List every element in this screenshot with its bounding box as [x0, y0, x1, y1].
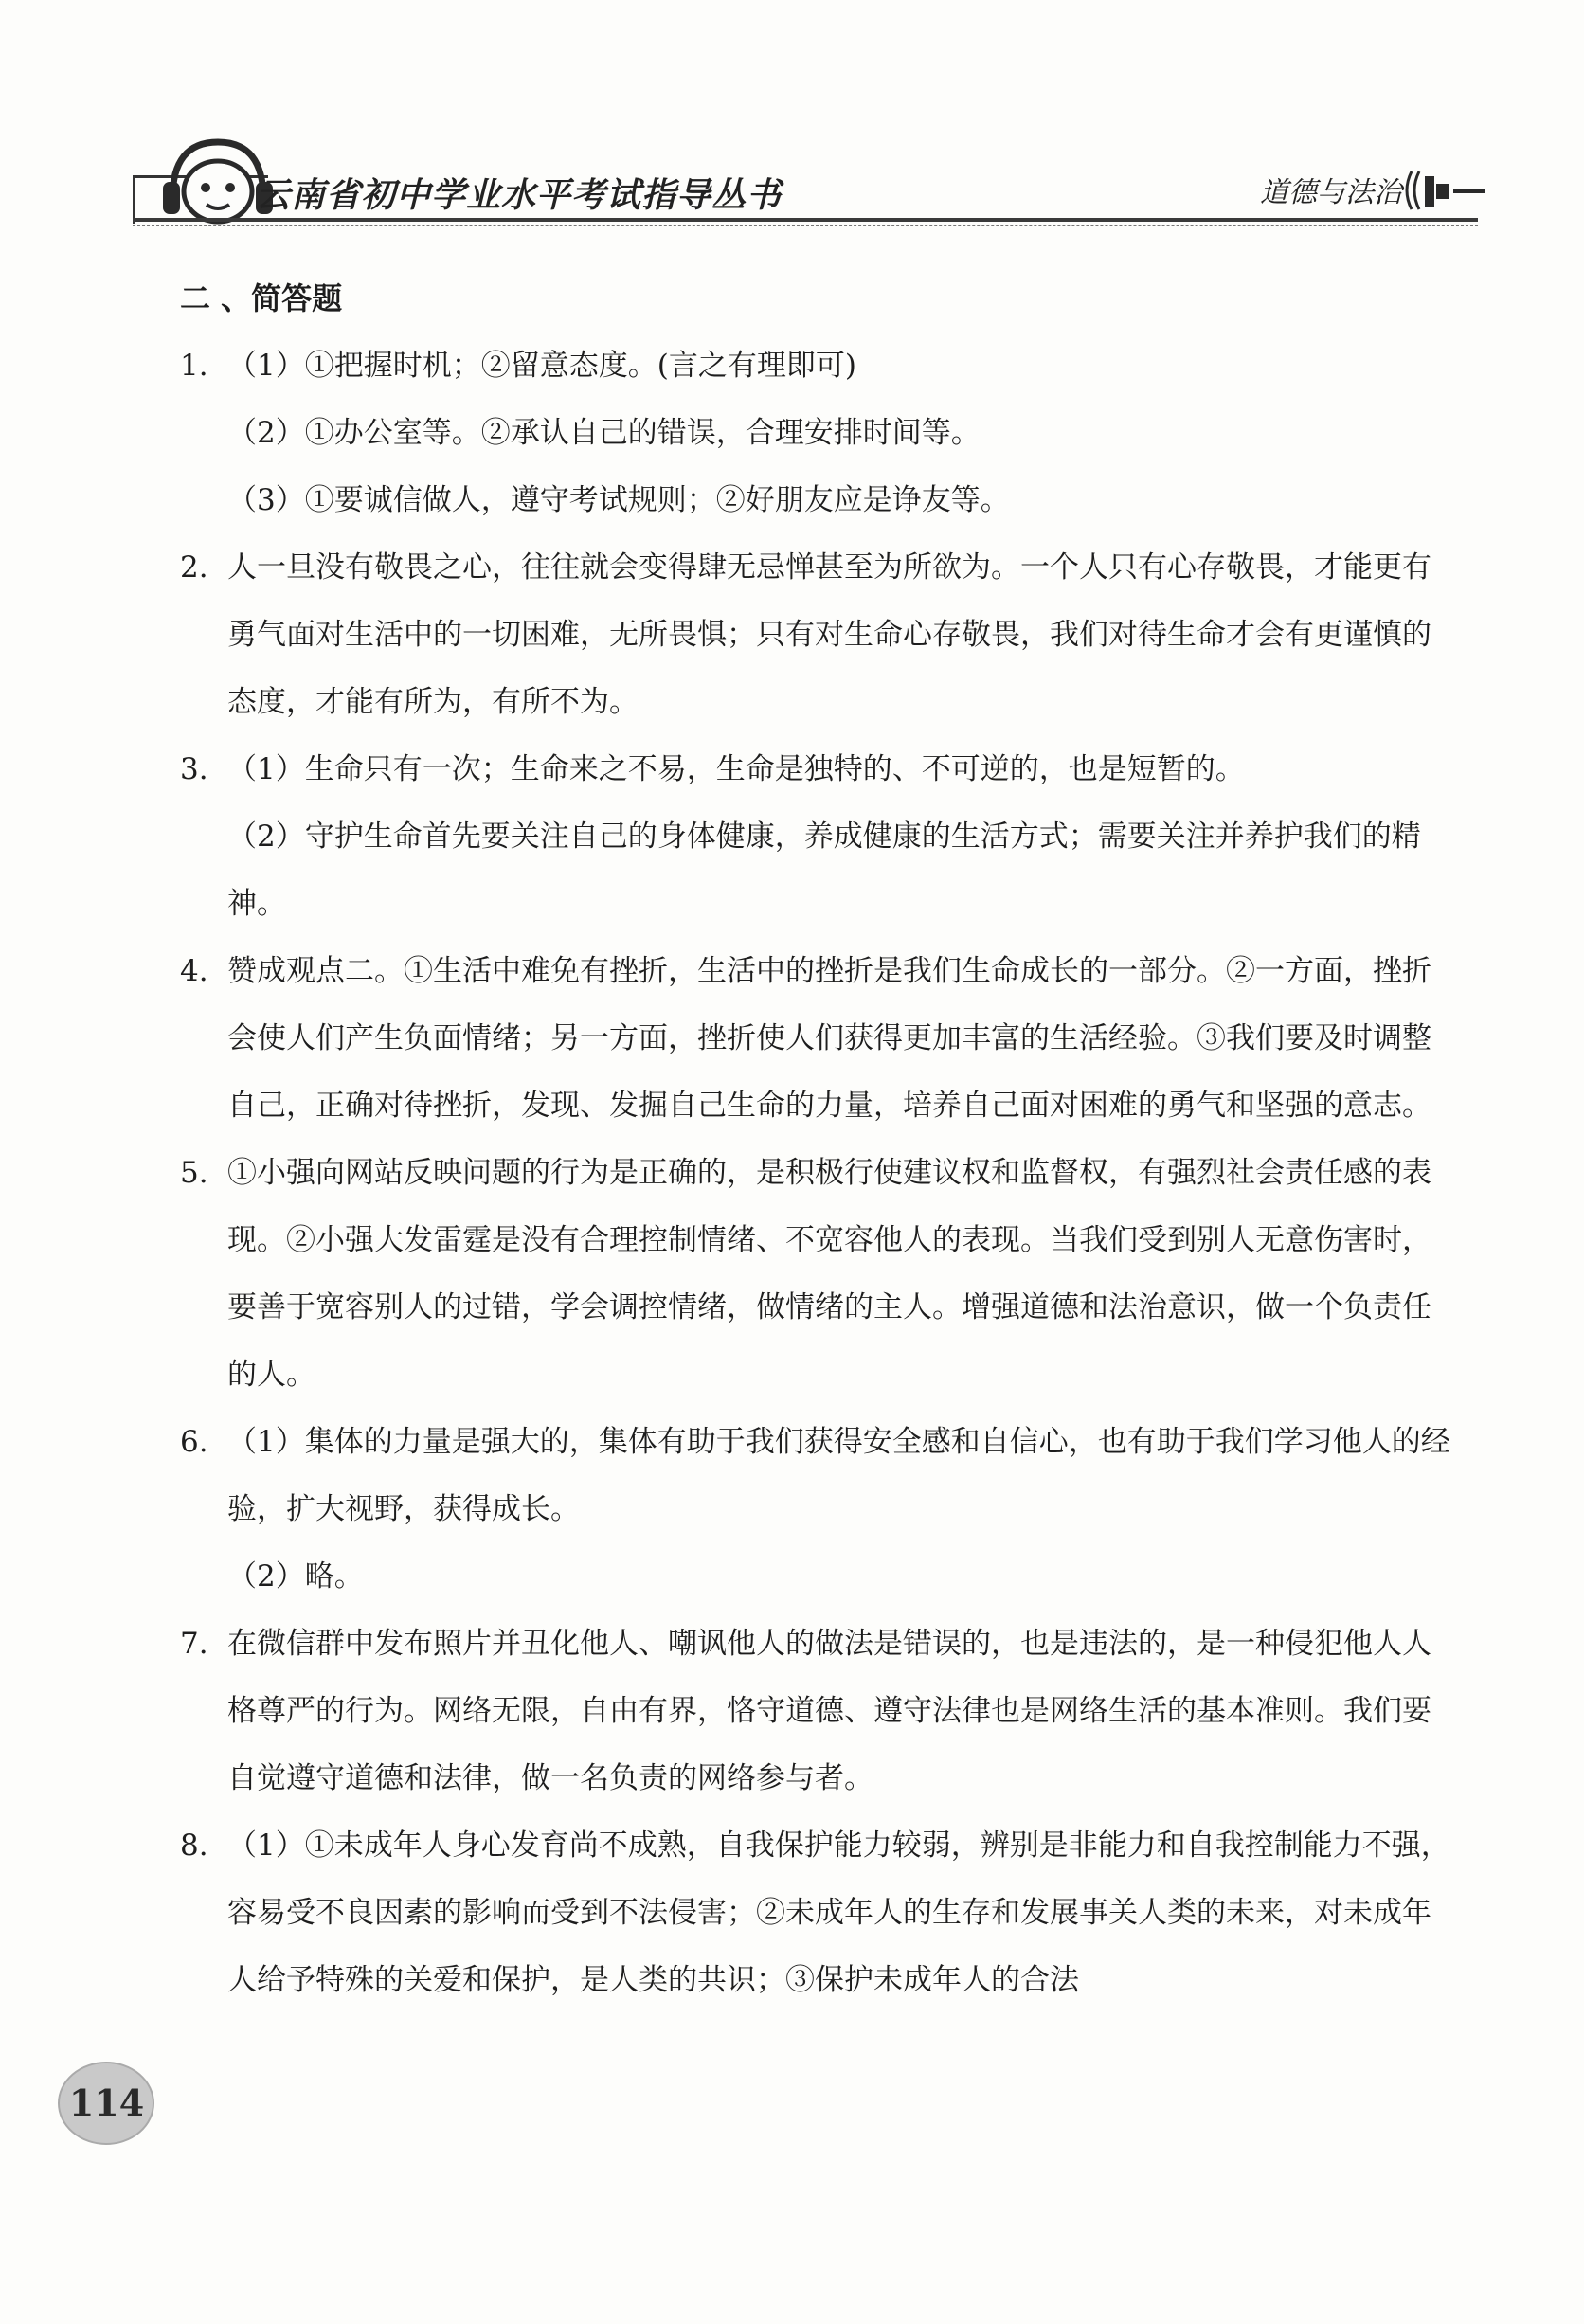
item-line: （3）①要诚信做人，遵守考试规则；②好朋友应是诤友等。 [227, 483, 1010, 517]
header-rule [133, 218, 1478, 222]
answer-item-6 [180, 1409, 1459, 1611]
item-text: 赞成观点二。①生活中难免有挫折，生活中的挫折是我们生命成长的一部分。②一方面，挫折会使人们产生负面情绪；另一方面，挫折使人们获得更加丰富的生活经验。③我们要及时调整自己，正确对待挫折，发现、发掘自己生命的力量，培养自己面对困难的勇气和坚强的意志。 [227, 954, 1431, 1123]
item-line: （1）集体的力量是强大的，集体有助于我们获得安全感和自信心，也有助于我们学习他人的经验，扩大视野，获得成长。 [227, 1425, 1450, 1526]
item-line: （1）①未成年人身心发育尚不成熟，自我保护能力较弱，辨别是非能力和自我控制能力不强，容易受不良因素的影响而受到不法侵害；②未成年人的生存和发展事关人类的未来，对未成年人给予特殊的关爱和保护，是人类的共识；③保护未成年人的合法 [227, 1829, 1450, 1997]
answer-item-7 [180, 1611, 1459, 1812]
item-line: （2）守护生命首先要关注自己的身体健康，养成健康的生活方式；需要关注并养护我们的精神。 [227, 820, 1421, 921]
page-header [123, 123, 1506, 227]
bracket-decoration-icon [1402, 167, 1487, 214]
item-number: 2. [180, 550, 208, 585]
answer-item-2 [180, 534, 1459, 736]
item-number: 5. [180, 1156, 208, 1190]
header-rule-dashed [133, 225, 1478, 226]
section-title: 二 、简答题 [180, 280, 343, 316]
page-number: 114 [68, 2081, 145, 2124]
item-line: （2）①办公室等。②承认自己的错误，合理安排时间等。 [227, 416, 981, 450]
item-number: 6. [180, 1425, 208, 1459]
item-number: 8. [180, 1829, 208, 1863]
item-line: （2）略。 [227, 1559, 364, 1594]
item-number: 1. [180, 349, 208, 383]
answer-item-3 [180, 736, 1459, 938]
item-text: 在微信群中发布照片并丑化他人、嘲讽他人的做法是错误的，也是违法的，是一种侵犯他人人格尊严的行为。网络无限，自由有界，恪守道德、遵守法律也是网络生活的基本准则。我们要自觉遵守道德和法律，做一名负责的网络参与者。 [227, 1627, 1431, 1795]
item-line: （1）生命只有一次；生命来之不易，生命是独特的、不可逆的，也是短暂的。 [227, 752, 1245, 786]
answer-item-4 [180, 938, 1459, 1140]
item-line: （1）①把握时机；②留意态度。(言之有理即可) [227, 349, 856, 383]
item-text: ①小强向网站反映问题的行为是正确的，是积极行使建议权和监督权，有强烈社会责任感的表现。②小强大发雷霆是没有合理控制情绪、不宽容他人的表现。当我们受到别人无意伤害时，要善于宽容别人的过错，学会调控情绪，做情绪的主人。增强道德和法治意识，做一个负责任的人。 [227, 1156, 1431, 1392]
answer-content [180, 265, 1459, 2014]
subject-label: 道德与法治 [1260, 176, 1402, 209]
answer-item-5 [180, 1140, 1459, 1409]
item-number: 7. [180, 1627, 208, 1661]
series-title: 云南省初中学业水平考试指导丛书 [256, 176, 783, 215]
item-text: 人一旦没有敬畏之心，往往就会变得肆无忌惮甚至为所欲为。一个人只有心存敬畏，才能更有勇气面对生活中的一切困难，无所畏惧；只有对生命心存敬畏，我们对待生命才会有更谨慎的态度，才能有所为，有所不为。 [227, 550, 1431, 719]
answer-item-1 [180, 333, 1459, 534]
answer-item-8 [180, 1812, 1459, 2014]
item-number: 4. [180, 954, 208, 988]
item-number: 3. [180, 752, 208, 786]
